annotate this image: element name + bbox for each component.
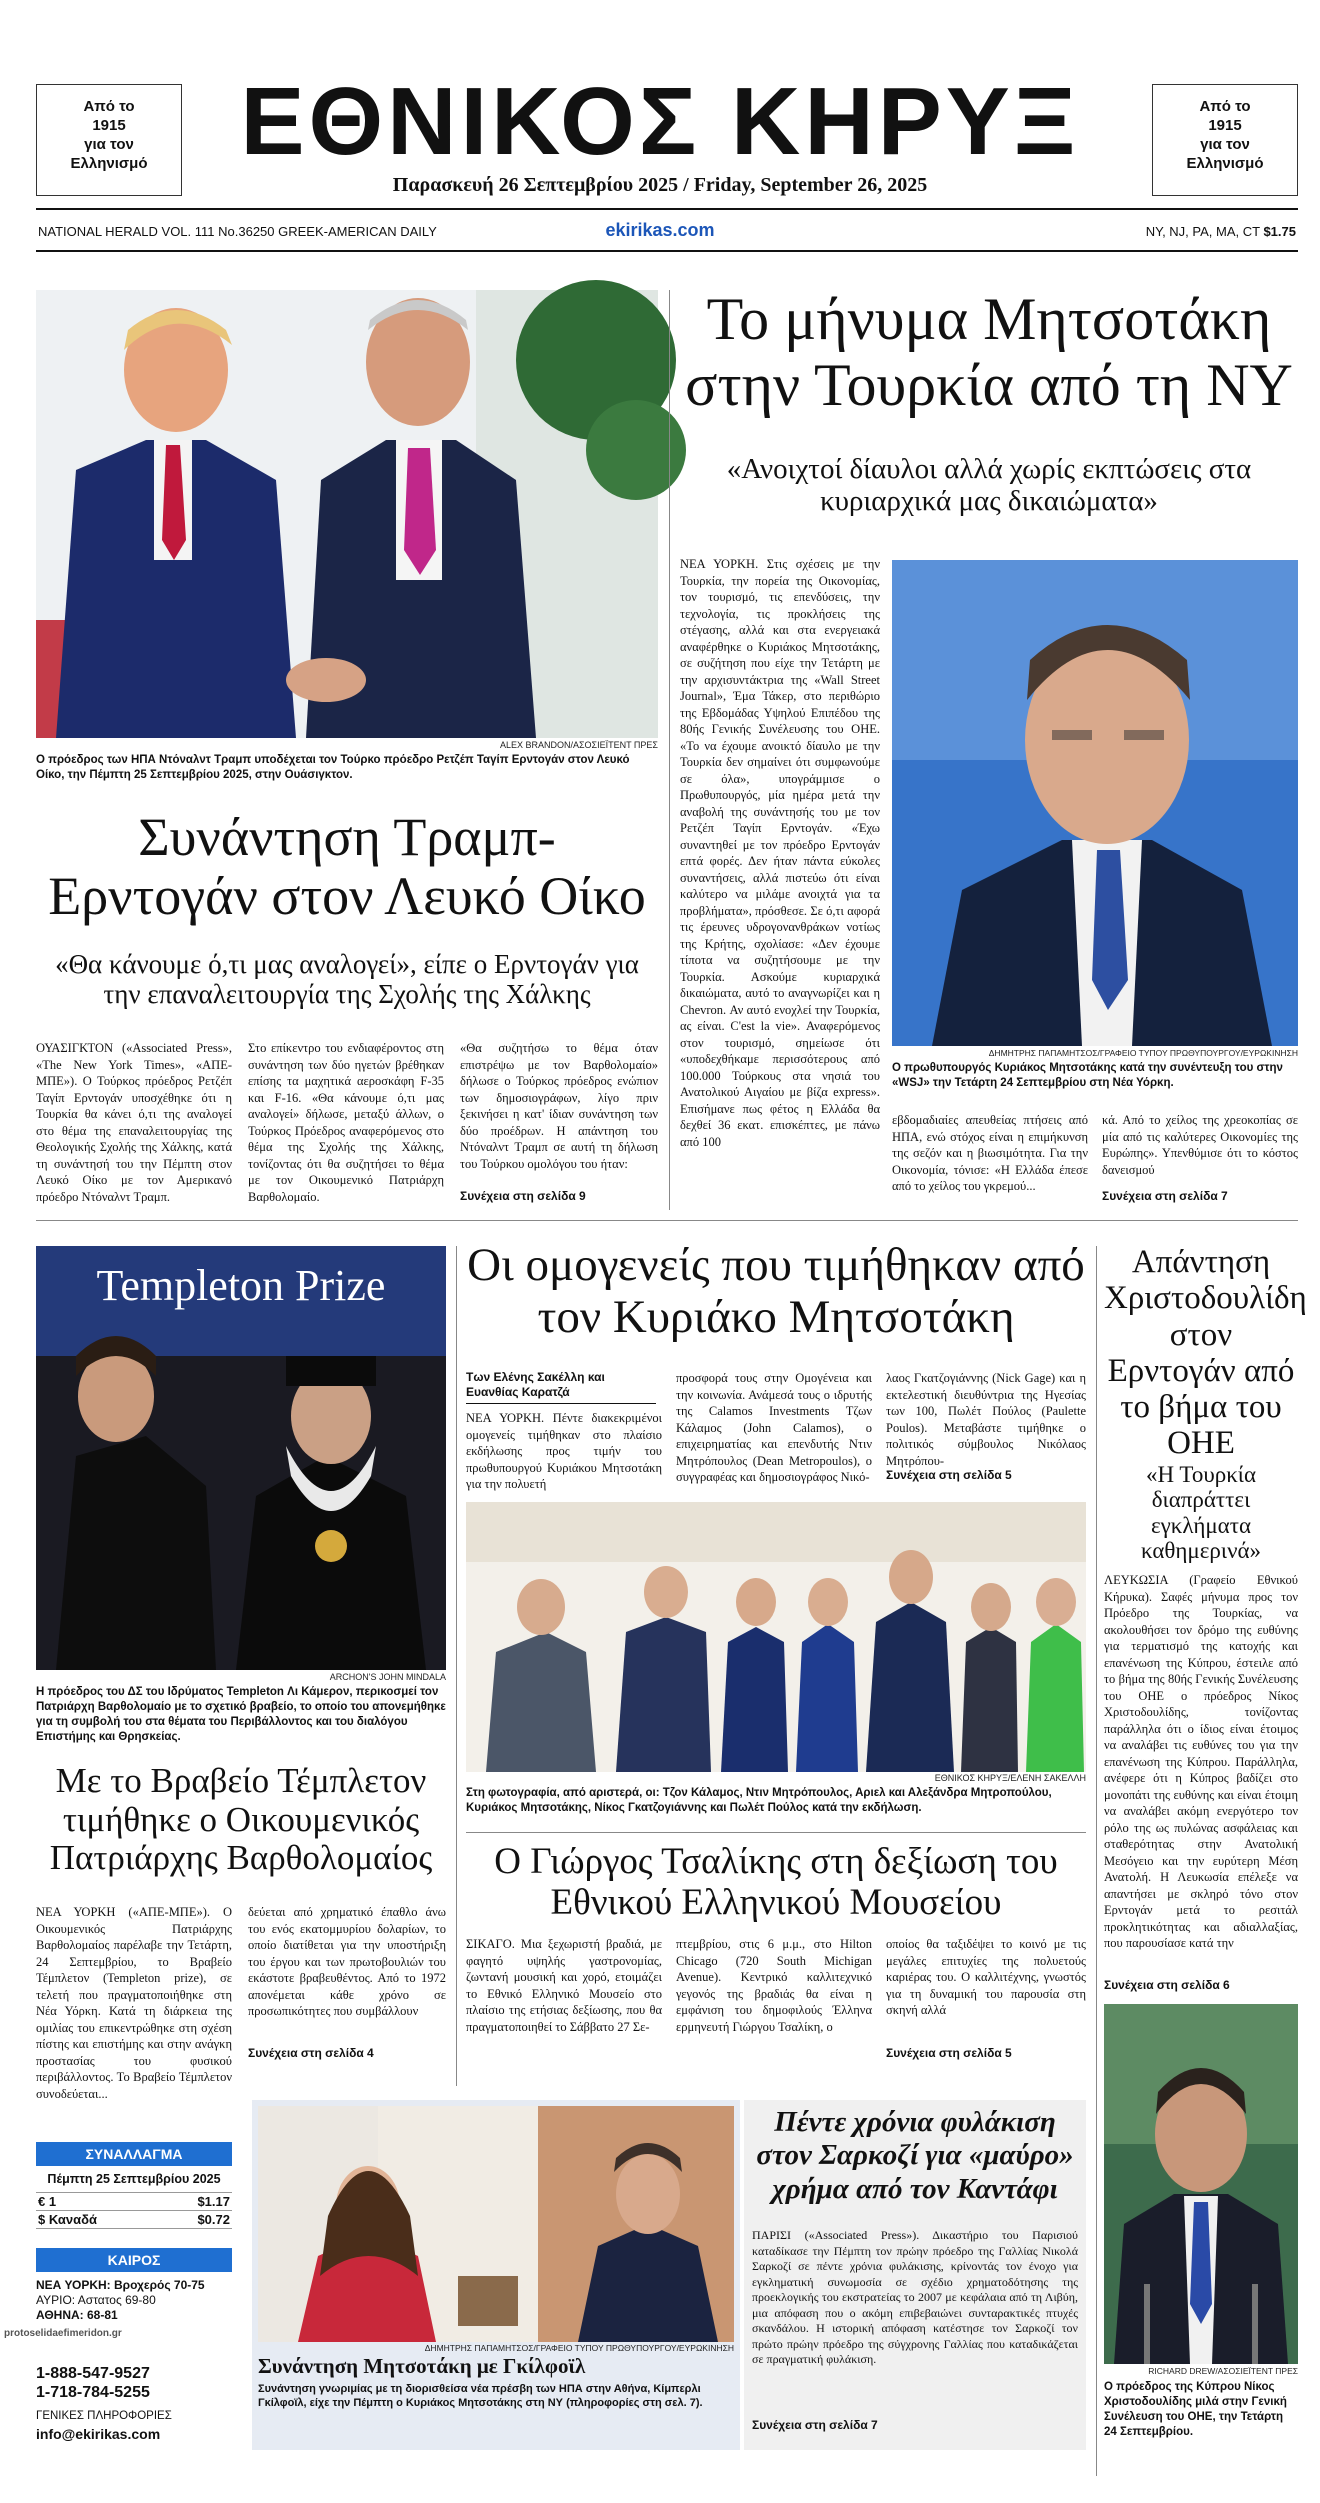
est-box-right: Από το 1915 για τον Ελληνισμό bbox=[1152, 84, 1298, 196]
christodoulides-body: ΛΕΥΚΩΣΙΑ (Γραφείο Εθνικού Κήρυκα). Σαφές μήνυμα προς τον Πρόεδρο της Τουρκίας, να ακολουθήσει τον δρόμο της ευθύνης για τερματισμό της κατοχής και επανένωση της Κύπρου, έστειλε από το βήμα της 80ής Γενικής Συνέλευσης του ΟΗΕ ο πρόεδρος Νίκος Χριστοδουλίδης, τονίζοντας παράλληλα ότι ο ίδιος είναι έτοιμος να αναλάβει τις ευθύνες του για την επανένωση της Κύπρου. Παράλληλα, ανέφερε ότι η Κύπρος βαδίζει στο μονοπάτι της ευθύνης και είναι έτοιμη να αναλάβει ακόμη ενεργότερο τον ρόλο της ως πυλώνας ασφάλειας και σταθερότητας στην Ανατολική Μεσόγειο και την ευρύτερη Μέση Ανατολή. Η Λευκωσία επέλεξε να απαντήσει με σκληρό τόνο στον Ερντογάν μετά το ρεσιτάλ προκλητικότητας και αδιαλλαξίας, που παρουσίασε κατά την bbox=[1104, 1573, 1298, 1950]
gilfoyle-headline[interactable]: Συνάντηση Μητσοτάκη με Γκίλφοϊλ bbox=[258, 2354, 586, 2378]
bottom-rule bbox=[36, 250, 1298, 252]
fx-row bbox=[36, 2210, 232, 2229]
fx-value: $1.17 bbox=[197, 2194, 230, 2209]
tsalikis-col-2: πτεμβρίου, στις 6 μ.μ., στο Hilton Chicago (720 South Michigan Avenue). Κεντρικό καλλιτεχνικό γεγονός της βραδιάς θα είναι η εμφάνιση του δημοφιλούς Έλληνα ερμηνευτή Γιώργου Τσαλίκη, ο bbox=[676, 1937, 872, 2034]
templeton-headline[interactable]: Με το Βραβείο Τέμπλετον τιμήθηκε ο Οικουμενικός Πατριάρχης Βαρθολομαίος bbox=[49, 1761, 433, 1877]
weather-title: ΚΑΙΡΟΣ bbox=[36, 2248, 232, 2272]
gilfoyle-photo bbox=[258, 2106, 734, 2342]
top-rule bbox=[36, 208, 1298, 210]
mitsotakis-subhead: «Ανοιχτοί δίαυλοι αλλά χωρίς εκπτώσεις στα κυριαρχικά μας δικαιώματα» bbox=[726, 453, 1252, 517]
phone-block bbox=[36, 2364, 150, 2402]
price: $1.75 bbox=[1263, 224, 1296, 239]
mitsotakis-photo-credit: ΔΗΜΗΤΡΗΣ ΠΑΠΑΜΗΤΣΟΣ/ΓΡΑΦΕΙΟ ΤΥΠΟΥ ΠΡΩΘΥΠΟΥΡΓΟΥ/ΕΥΡΩΚΙΝΗΣΗ bbox=[988, 1048, 1298, 1058]
templeton-col-2: δεύεται από χρηματικό έπαθλο άνω του ενός εκατομμυρίου δολαρίων, το οποίο διατίθεται για την υποστήριξη του έργου και των πρωτοβουλιών του εκάστοτε βραβευθέντος. Από το 1972 απονέμεται κάθε χρόνο σε προσωπικότητες που συμβάλλουν bbox=[248, 1905, 446, 2018]
omogeneis-byline: Των Ελένης Σακέλλη και Ευανθίας Καρατζά bbox=[466, 1370, 656, 1404]
newspaper-title: ΕΘΝΙΚΟΣ ΚΗΡΥΞ bbox=[240, 68, 1080, 175]
mitsotakis-col-2: εβδομαδιαίες απευθείας πτήσεις από ΗΠΑ, ενώ στόχος είναι η επιμήκυνση της σεζόν και η βιωσιμότητα. Για την Οικονομία, τόνισε: «Η Ελλάδα έπεσε από το χείλος του γκρεμού... bbox=[892, 1113, 1088, 1193]
trump-col-2: Στο επίκεντρο του ενδιαφέροντος στη συνάντηση των δύο ηγετών βρέθηκαν επίσης τα μαχητικά αεροσκάφη F-35 και F-16. «Θα κάνουμε ό,τι μας αναλογεί» δήλωσε, μεταξύ άλλων, ο Τούρκος Πρόεδρος αναφερόμενος στο θέμα της Σχολής της Χάλκης, τονίζοντας ότι θα συζητήσει το θέμα με τον Οικουμενικό Πατριάρχη Βαρθολομαίο. bbox=[248, 1041, 444, 1204]
weather-ny: ΝΕΑ ΥΟΡΚΗ: Βροχερός 70-75 bbox=[36, 2278, 205, 2292]
christodoulides-photo-caption: Ο πρόεδρος της Κύπρου Νίκος Χριστοδουλίδης μιλά στην Γενική Συνέλευση του ΟΗΕ, την Τετάρτη 24 Σεπτεμβρίου. bbox=[1104, 2381, 1287, 2438]
fx-label: € 1 bbox=[38, 2194, 57, 2209]
price-line bbox=[1060, 224, 1296, 239]
mitsotakis-col-3: κά. Από το χείλος της χρεοκοπίας σε μία από τις καλύτερες Οικονομίες της Ευρώπης». Υπενθύμισε ότι το κόστος δανεισμού bbox=[1102, 1113, 1298, 1177]
mitsotakis-continued[interactable]: Συνέχεια στη σελίδα 7 bbox=[1102, 1189, 1228, 1203]
sarkozy-body: ΠΑΡΙΣΙ («Associated Press»). Δικαστήριο του Παρισιού καταδίκασε την Πέμπτη τον πρώην πρόεδρο της Γαλλίας Νικολά Σαρκοζί σε πέντε χρόνια φυλάκισης, κρίνοντάς τον ένοχο για εγκληματική συνωμοσία σε σχέδιο χρηματοδότησης της προεκλογικής του εκστρατείας το 2007 με κεφάλαια από τη Λιβύη, μια απόφαση που ο ακόμη επιβεβαιώνει συνταρακτικές πτυχές σκανδάλου. Η ιστορική απόφαση κατέστησε τον Σαρκοζί τον πρώτο πρώην πρόεδρο της σύγχρονης Γαλλίας που καταδικάζεται σε πραγματική φυλάκιση. bbox=[752, 2228, 1078, 2366]
omogeneis-col-3: λαος Γκατζογιάννης (Nick Gage) και η εκτελεστική διευθύντρια της Ηγεσίας των 100, Πωλέτ Πούλος (Paulette Poulos). Μεταβάστε τιμήθηκε ο πολιτικός σύμβουλος Νικόλαος Μητρόπου- bbox=[886, 1371, 1086, 1468]
phone-2[interactable]: 1-718-784-5255 bbox=[36, 2384, 150, 2401]
trump-col-1: ΟΥΑΣΙΓΚΤΟΝ («Associated Press», «The New York Times», «ΑΠΕ-ΜΠΕ»). Ο Τούρκος πρόεδρος Ρετζέπ Ταγίπ Ερντογάν υποσχέθηκε ότι η Τουρκία θα κάνει ό,τι της αναλογεί στο θέμα της επαναλειτουργίας της Θεολογικής Σχολής της Χάλκης, κατά τη συνάντησή του την Πέμπτη στον Λευκό Οίκο με τον Αμερικανό πρόεδρο Ντόναλντ Τραμπ. bbox=[36, 1041, 232, 1204]
omogeneis-photo-caption: Στη φωτογραφία, από αριστερά, οι: Τζον Κάλαμος, Ντιν Μητρόπουλος, Αριελ και Αλεξάνδρα Μητροπούλου, Κυριάκος Μητσοτάκης, Νίκος Γκατζογιάννης και Πωλέτ Πούλος κατά την εκδήλωση. bbox=[466, 1787, 1052, 1814]
sarkozy-continued[interactable]: Συνέχεια στη σελίδα 7 bbox=[752, 2418, 878, 2432]
column-divider-2 bbox=[456, 1246, 457, 2086]
column-divider-3 bbox=[1096, 1246, 1097, 2476]
templeton-banner: Templeton Prize bbox=[96, 1261, 386, 1310]
sarkozy-headline[interactable]: Πέντε χρόνια φυλάκιση στον Σαρκοζί για «μαύρο» χρήμα από τον Καντάφι bbox=[756, 2106, 1074, 2205]
omogeneis-continued[interactable]: Συνέχεια στη σελίδα 5 bbox=[886, 1468, 1012, 1482]
trump-subhead: «Θα κάνουμε ό,τι μας αναλογεί», είπε ο Ερντογάν για την επαναλειτουργία της Σχολής της Χάλκης bbox=[55, 949, 639, 1009]
trump-erdogan-photo bbox=[36, 290, 658, 738]
omogeneis-col-2: προσφορά τους στην Ομογένεια και την κοινωνία. Ανάμεσά τους ο ιδρυτής της Calamos Investments Τζων Κάλαμος (John Calamos), ο επιχειρηματίας και επενδυτής Ντιν Μητρόπουλος (Dean Metropoulos), ο συγγραφέας και δημοσιογράφος Νικό- bbox=[676, 1371, 872, 1484]
section-divider bbox=[36, 1220, 1298, 1221]
omogeneis-headline[interactable]: Οι ομογενείς που τιμήθηκαν από τον Κυριάκο Μητσοτάκη bbox=[467, 1239, 1085, 1343]
templeton-continued[interactable]: Συνέχεια στη σελίδα 4 bbox=[248, 2046, 374, 2060]
templeton-photo-caption: Η πρόεδρος του ΔΣ του Ιδρύματος Templeton Λι Κάμερον, περικοσμεί τον Πατριάρχη Βαρθολομαίο με το σχετικό βραβείο, το οποίο του απονεμήθηκε για τη συμβολή του στα θέματα του Περιβάλλοντος και του διαλόγου Επιστήμης και Θρησκείας. bbox=[36, 1686, 446, 1743]
website-link[interactable]: ekirikas.com bbox=[605, 220, 715, 240]
edition-line: NATIONAL HERALD VOL. 111 No.36250 GREEK-AMERICAN DAILY bbox=[38, 224, 437, 239]
issue-date: Παρασκευή 26 Σεπτεμβρίου 2025 / Friday, September 26, 2025 bbox=[392, 174, 928, 196]
omogeneis-group-photo bbox=[466, 1502, 1086, 1772]
trump-photo-caption: Ο πρόεδρος των ΗΠΑ Ντόναλντ Τραμπ υποδέχεται τον Τούρκο πρόεδρο Ρετζέπ Ταγίπ Ερντογάν στον Λευκό Οίκο, την Πέμπτη 25 Σεπτεμβρίου 2025, στην Ουάσιγκτον. bbox=[36, 754, 630, 781]
weather-tomorrow: ΑΥΡΙΟ: Αστατος 69-80 bbox=[36, 2293, 156, 2307]
christodoulides-photo-credit: RICHARD DREW/ΑΣΟΣΙΕΪΤΕΝΤ ΠΡΕΣ bbox=[1148, 2366, 1298, 2376]
christodoulides-photo bbox=[1104, 2004, 1298, 2364]
christodoulides-continued[interactable]: Συνέχεια στη σελίδα 6 bbox=[1104, 1978, 1230, 1992]
fx-title: ΣΥΝΑΛΛΑΓΜΑ bbox=[36, 2142, 232, 2166]
fx-table bbox=[36, 2192, 232, 2229]
templeton-photo-credit: ARCHON'S JOHN MINDALA bbox=[329, 1672, 446, 1682]
templeton-col-1: ΝΕΑ ΥΟΡΚΗ («ΑΠΕ-ΜΠΕ»). Ο Οικουμενικός Πατριάρχης Βαρθολομαίος παρέλαβε την Τετάρτη, 24 Σεπτεμβρίου, το Βραβείο Τέμπλετον (Templeton prize), σε τελετή που πραγματοποιήθηκε στη Νέα Υόρκη. Κατά τη διάρκεια της ομιλίας του επικεντρώθηκε στη σχέση πίστης και επιστήμης και στην ανάγκη προστασίας του φυσικού περιβάλλοντος. Το Βραβείο Τέμπλετον συνοδεύεται... bbox=[36, 1905, 232, 2101]
christodoulides-headline[interactable]: Απάντηση Χριστοδουλίδη στον Ερντογάν από το βήμα του ΟΗΕ bbox=[1104, 1244, 1307, 1462]
trump-continued[interactable]: Συνέχεια στη σελίδα 9 bbox=[460, 1189, 586, 1203]
trump-photo-credit: ALEX BRANDON/ΑΣΟΣΙΕΪΤΕΝΤ ΠΡΕΣ bbox=[499, 740, 658, 750]
trump-headline[interactable]: Συνάντηση Τραμπ-Ερντογάν στον Λευκό Οίκο bbox=[48, 807, 646, 927]
column-divider bbox=[669, 290, 670, 1210]
fx-date: Πέμπτη 25 Σεπτεμβρίου 2025 bbox=[47, 2172, 221, 2186]
mitsotakis-photo bbox=[892, 560, 1298, 1046]
phone-1[interactable]: 1-888-547-9527 bbox=[36, 2365, 150, 2382]
info-email[interactable]: info@ekirikas.com bbox=[36, 2426, 161, 2442]
weather-block bbox=[36, 2278, 232, 2323]
omogeneis-photo-credit: ΕΘΝΙΚΟΣ ΚΗΡΥΞ/ΕΛΕΝΗ ΣΑΚΕΛΛΗ bbox=[934, 1773, 1086, 1783]
info-label: ΓΕΝΙΚΕΣ ΠΛΗΡΟΦΟΡΙΕΣ bbox=[36, 2410, 172, 2422]
fx-label: $ Καναδά bbox=[38, 2212, 98, 2227]
trump-col-3: «Θα συζητήσω το θέμα όταν επιστρέψω με τον Βαρθολομαίο» δήλωσε ο Τούρκος πρόεδρος ενώπιον των δημοσιογράφων, λίγο πριν ξεκινήσει η κατ' ίδιαν συνάντηση των δύο προέδρων. Η απάντηση του Ντόναλντ Τραμπ σε αυτή τη δήλωση του Τούρκου ομολόγου του ήταν: bbox=[460, 1041, 658, 1171]
tsalikis-headline[interactable]: Ο Γιώργος Τσαλίκης στη δεξίωση του Εθνικού Ελληνικού Μουσείου bbox=[494, 1841, 1058, 1923]
templeton-photo bbox=[36, 1246, 446, 1670]
tsalikis-col-1: ΣΙΚΑΓΟ. Μια ξεχωριστή βραδιά, με φαγητό υψηλής γαστρονομίας, ζωντανή μουσική και χορό, ετοιμάζει το Εθνικό Ελληνικό Μουσείο στο πλαίσιο της ετήσιας δεξίωσης, που θα πραγματοποιηθεί το Σάββατο 27 Σε- bbox=[466, 1937, 662, 2034]
omogeneis-col-1: ΝΕΑ ΥΟΡΚΗ. Πέντε διακεκριμένοι ομογενείς τιμήθηκαν στο πλαίσιο εκδήλωσης προς τιμήν του πρωθυπουργού Κυριάκου Μητσοτάκη για την πολυετή bbox=[466, 1411, 662, 1491]
mitsotakis-col-1: ΝΕΑ ΥΟΡΚΗ. Στις σχέσεις με την Τουρκία, την πορεία της Οικονομίας, τον τουρισμό, τις επενδύσεις, την τεχνολογία, τις προκλήσεις της στέγασης, αλλά και στα ενεργειακά αναφέρθηκε ο Κυριάκος Μητσοτάκης, σε συζήτηση που είχε την Τετάρτη με την αρχισυντάκτρια της «Wall Street Journal», Έμα Τάκερ, στο περιθώριο της Εβδομάδας Υψηλού Επιπέδου της 80ής Γενικής Συνέλευσης του ΟΗΕ. «Το να έχουμε ανοικτό δίαυλο με την Τουρκία δεν σημαίνει ότι συμφωνούμε σε όλα», υπογράμμισε ο Πρωθυπουργός, μία ημέρα μετά την αναβολή της συνάντησής του με τον Ρετζέπ Ταγίπ Ερντογάν. «Έχω συναντηθεί με τον πρόεδρο Ερντογάν επτά φορές. Δεν ήταν πάντα εύκολες συναντήσεις, αλλά πιστεύω ότι είναι καλύτερο να μιλάμε ανοιχτά για τα προβλήματα», πρόσθεσε. Σε ό,τι αφορά τις έρευνες υδρογονανθράκων νοτίως της Κρήτης, σχολίασε: «Δεν έχουμε τίποτα να συζητήσουμε με την Τουρκία. Ασκούμε κυριαρχικά δικαιώματα, αυτό το αναγνωρίζει και η Chevron. Αν αυτό ενοχλεί την Τουρκία, ας είναι. C'est la vie». Αναφερόμενος στον τουρισμό, σημείωσε ότι «υποδεχθήκαμε περισσότερους από 100.000 Τούρκους στα νησιά του Ανατολικού Αιγαίου με βίζα express». Επισήμανε πως φέτος η Ελλάδα θα δεχθεί 36 εκατ. επισκέπτες, με πάνω από 100 bbox=[680, 557, 880, 1149]
tsalikis-col-3: οποίος θα ταξιδέψει το κοινό με τις μεγάλες επιτυχίες της πολυετούς καριέρας του. Ο καλλιτέχνης, γνωστός για τη δυναμική του παρουσία στη σκηνή αλλά bbox=[886, 1937, 1086, 2017]
gilfoyle-caption: Συνάντηση γνωριμίας με τη διορισθείσα νέα πρέσβη των ΗΠΑ στην Αθήνα, Κίμπερλι Γκίλφοϊλ, είχε την Πέμπτη ο Κυριάκος Μητσοτάκης στη ΝΥ (πληροφορίες στη σελ. 7). bbox=[258, 2383, 703, 2409]
price-regions: NY, NJ, PA, MA, CT bbox=[1145, 224, 1260, 239]
tsalikis-continued[interactable]: Συνέχεια στη σελίδα 5 bbox=[886, 2046, 1012, 2060]
watermark: protoselidaefimeridon.gr bbox=[4, 2328, 122, 2339]
mitsotakis-headline[interactable]: Το μήνυμα Μητσοτάκη στην Τουρκία από τη ΝΥ bbox=[685, 286, 1293, 418]
omogeneis-divider bbox=[466, 1832, 1086, 1833]
fx-row bbox=[36, 2192, 232, 2210]
gilfoyle-photo-credit: ΔΗΜΗΤΡΗΣ ΠΑΠΑΜΗΤΣΟΣ/ΓΡΑΦΕΙΟ ΤΥΠΟΥ ΠΡΩΘΥΠΟΥΡΓΟΥ/ΕΥΡΩΚΙΝΗΣΗ bbox=[424, 2343, 734, 2353]
est-box-left: Από το 1915 για τον Ελληνισμό bbox=[36, 84, 182, 196]
fx-value: $0.72 bbox=[197, 2212, 230, 2227]
weather-athens: ΑΘΗΝΑ: 68-81 bbox=[36, 2308, 118, 2322]
christodoulides-subhead: «Η Τουρκία διαπράττει εγκλήματα καθημερινά» bbox=[1140, 1462, 1262, 1563]
mitsotakis-photo-caption: Ο πρωθυπουργός Κυριάκος Μητσοτάκης κατά την συνέντευξη του στην «WSJ» την Τετάρτη 24 Σεπτεμβρίου στη Νέα Υόρκη. bbox=[892, 1062, 1283, 1089]
